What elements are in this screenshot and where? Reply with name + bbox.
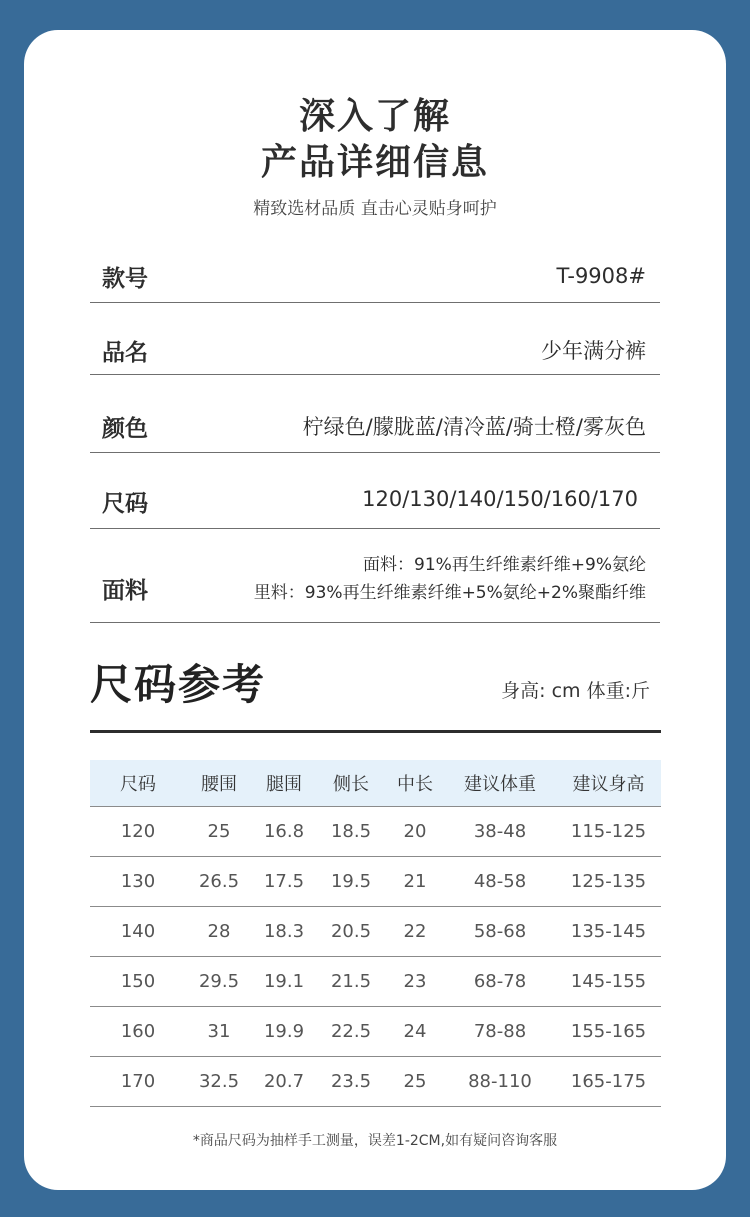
fabric-outer-value: 面料：91%再生纤维素纤维+9%氨纶 <box>363 555 646 575</box>
table-cell: 21 <box>386 857 444 907</box>
page-title-line1: 深入了解 <box>298 96 451 137</box>
info-row-colors <box>90 374 660 453</box>
table-row <box>90 907 661 957</box>
table-cell: 32.5 <box>186 1057 252 1107</box>
table-cell: 21.5 <box>316 957 386 1007</box>
table-cell: 38-48 <box>444 807 556 857</box>
table-cell: 23 <box>386 957 444 1007</box>
table-cell: 18.3 <box>252 907 316 957</box>
table-cell: 17.5 <box>252 857 316 907</box>
style-no-label: 款号 <box>102 266 148 292</box>
col-header-mid-length: 中长 <box>386 760 444 807</box>
table-cell: 28 <box>186 907 252 957</box>
table-cell: 135-145 <box>556 907 661 957</box>
table-cell: 88-110 <box>444 1057 556 1107</box>
col-header-side-length: 侧长 <box>316 760 386 807</box>
table-cell: 20.7 <box>252 1057 316 1107</box>
table-cell: 125-135 <box>556 857 661 907</box>
fabric-lining-value: 里料：93%再生纤维素纤维+5%氨纶+2%聚酯纤维 <box>253 583 646 603</box>
table-cell: 31 <box>186 1007 252 1057</box>
table-row <box>90 1057 661 1107</box>
table-cell: 16.8 <box>252 807 316 857</box>
sizes-value: 120/130/140/150/160/170 <box>362 487 638 511</box>
size-chart-unit-note: 身高: cm 体重:斤 <box>501 680 650 702</box>
table-cell: 120 <box>90 807 186 857</box>
table-cell: 48-58 <box>444 857 556 907</box>
fabric-label: 面料 <box>102 578 148 604</box>
table-cell: 165-175 <box>556 1057 661 1107</box>
table-cell: 115-125 <box>556 807 661 857</box>
name-label: 品名 <box>102 340 148 366</box>
col-header-thigh: 腿围 <box>252 760 316 807</box>
table-cell: 58-68 <box>444 907 556 957</box>
table-cell: 160 <box>90 1007 186 1057</box>
size-chart-divider <box>90 730 661 733</box>
table-cell: 155-165 <box>556 1007 661 1057</box>
table-cell: 150 <box>90 957 186 1007</box>
info-row-sizes <box>90 452 660 529</box>
size-chart-header-row <box>90 760 661 807</box>
table-cell: 68-78 <box>444 957 556 1007</box>
info-row-style-no <box>90 246 660 303</box>
col-header-height: 建议身高 <box>556 760 661 807</box>
info-row-name <box>90 302 660 375</box>
table-cell: 140 <box>90 907 186 957</box>
col-header-weight: 建议体重 <box>444 760 556 807</box>
style-no-value: T-9908# <box>556 264 646 288</box>
table-cell: 23.5 <box>316 1057 386 1107</box>
table-cell: 145-155 <box>556 957 661 1007</box>
size-chart-title: 尺码参考 <box>90 660 267 709</box>
table-cell: 25 <box>386 1057 444 1107</box>
table-row <box>90 807 661 857</box>
measurement-footnote: *商品尺码为抽样手工测量，误差1-2CM,如有疑问咨询客服 <box>192 1133 558 1149</box>
page-subtitle: 精致选材品质 直击心灵贴身呵护 <box>253 199 497 219</box>
col-header-waist: 腰围 <box>186 760 252 807</box>
table-cell: 24 <box>386 1007 444 1057</box>
size-chart-table <box>90 760 661 1107</box>
table-cell: 22.5 <box>316 1007 386 1057</box>
table-cell: 18.5 <box>316 807 386 857</box>
table-row <box>90 1007 661 1057</box>
table-row <box>90 957 661 1007</box>
table-cell: 19.9 <box>252 1007 316 1057</box>
info-row-fabric <box>90 528 660 623</box>
table-cell: 19.5 <box>316 857 386 907</box>
sizes-label: 尺码 <box>102 491 148 517</box>
name-value: 少年满分裤 <box>541 339 646 363</box>
table-cell: 19.1 <box>252 957 316 1007</box>
table-cell: 20.5 <box>316 907 386 957</box>
table-cell: 170 <box>90 1057 186 1107</box>
table-cell: 78-88 <box>444 1007 556 1057</box>
table-cell: 29.5 <box>186 957 252 1007</box>
colors-value: 柠绿色/朦胧蓝/清冷蓝/骑士橙/雾灰色 <box>302 415 646 439</box>
table-cell: 22 <box>386 907 444 957</box>
page-title-line2: 产品详细信息 <box>260 142 489 183</box>
col-header-size: 尺码 <box>90 760 186 807</box>
colors-label: 颜色 <box>102 416 148 442</box>
product-info-card <box>24 30 726 1190</box>
table-row <box>90 857 661 907</box>
table-cell: 26.5 <box>186 857 252 907</box>
table-cell: 25 <box>186 807 252 857</box>
table-cell: 130 <box>90 857 186 907</box>
table-cell: 20 <box>386 807 444 857</box>
